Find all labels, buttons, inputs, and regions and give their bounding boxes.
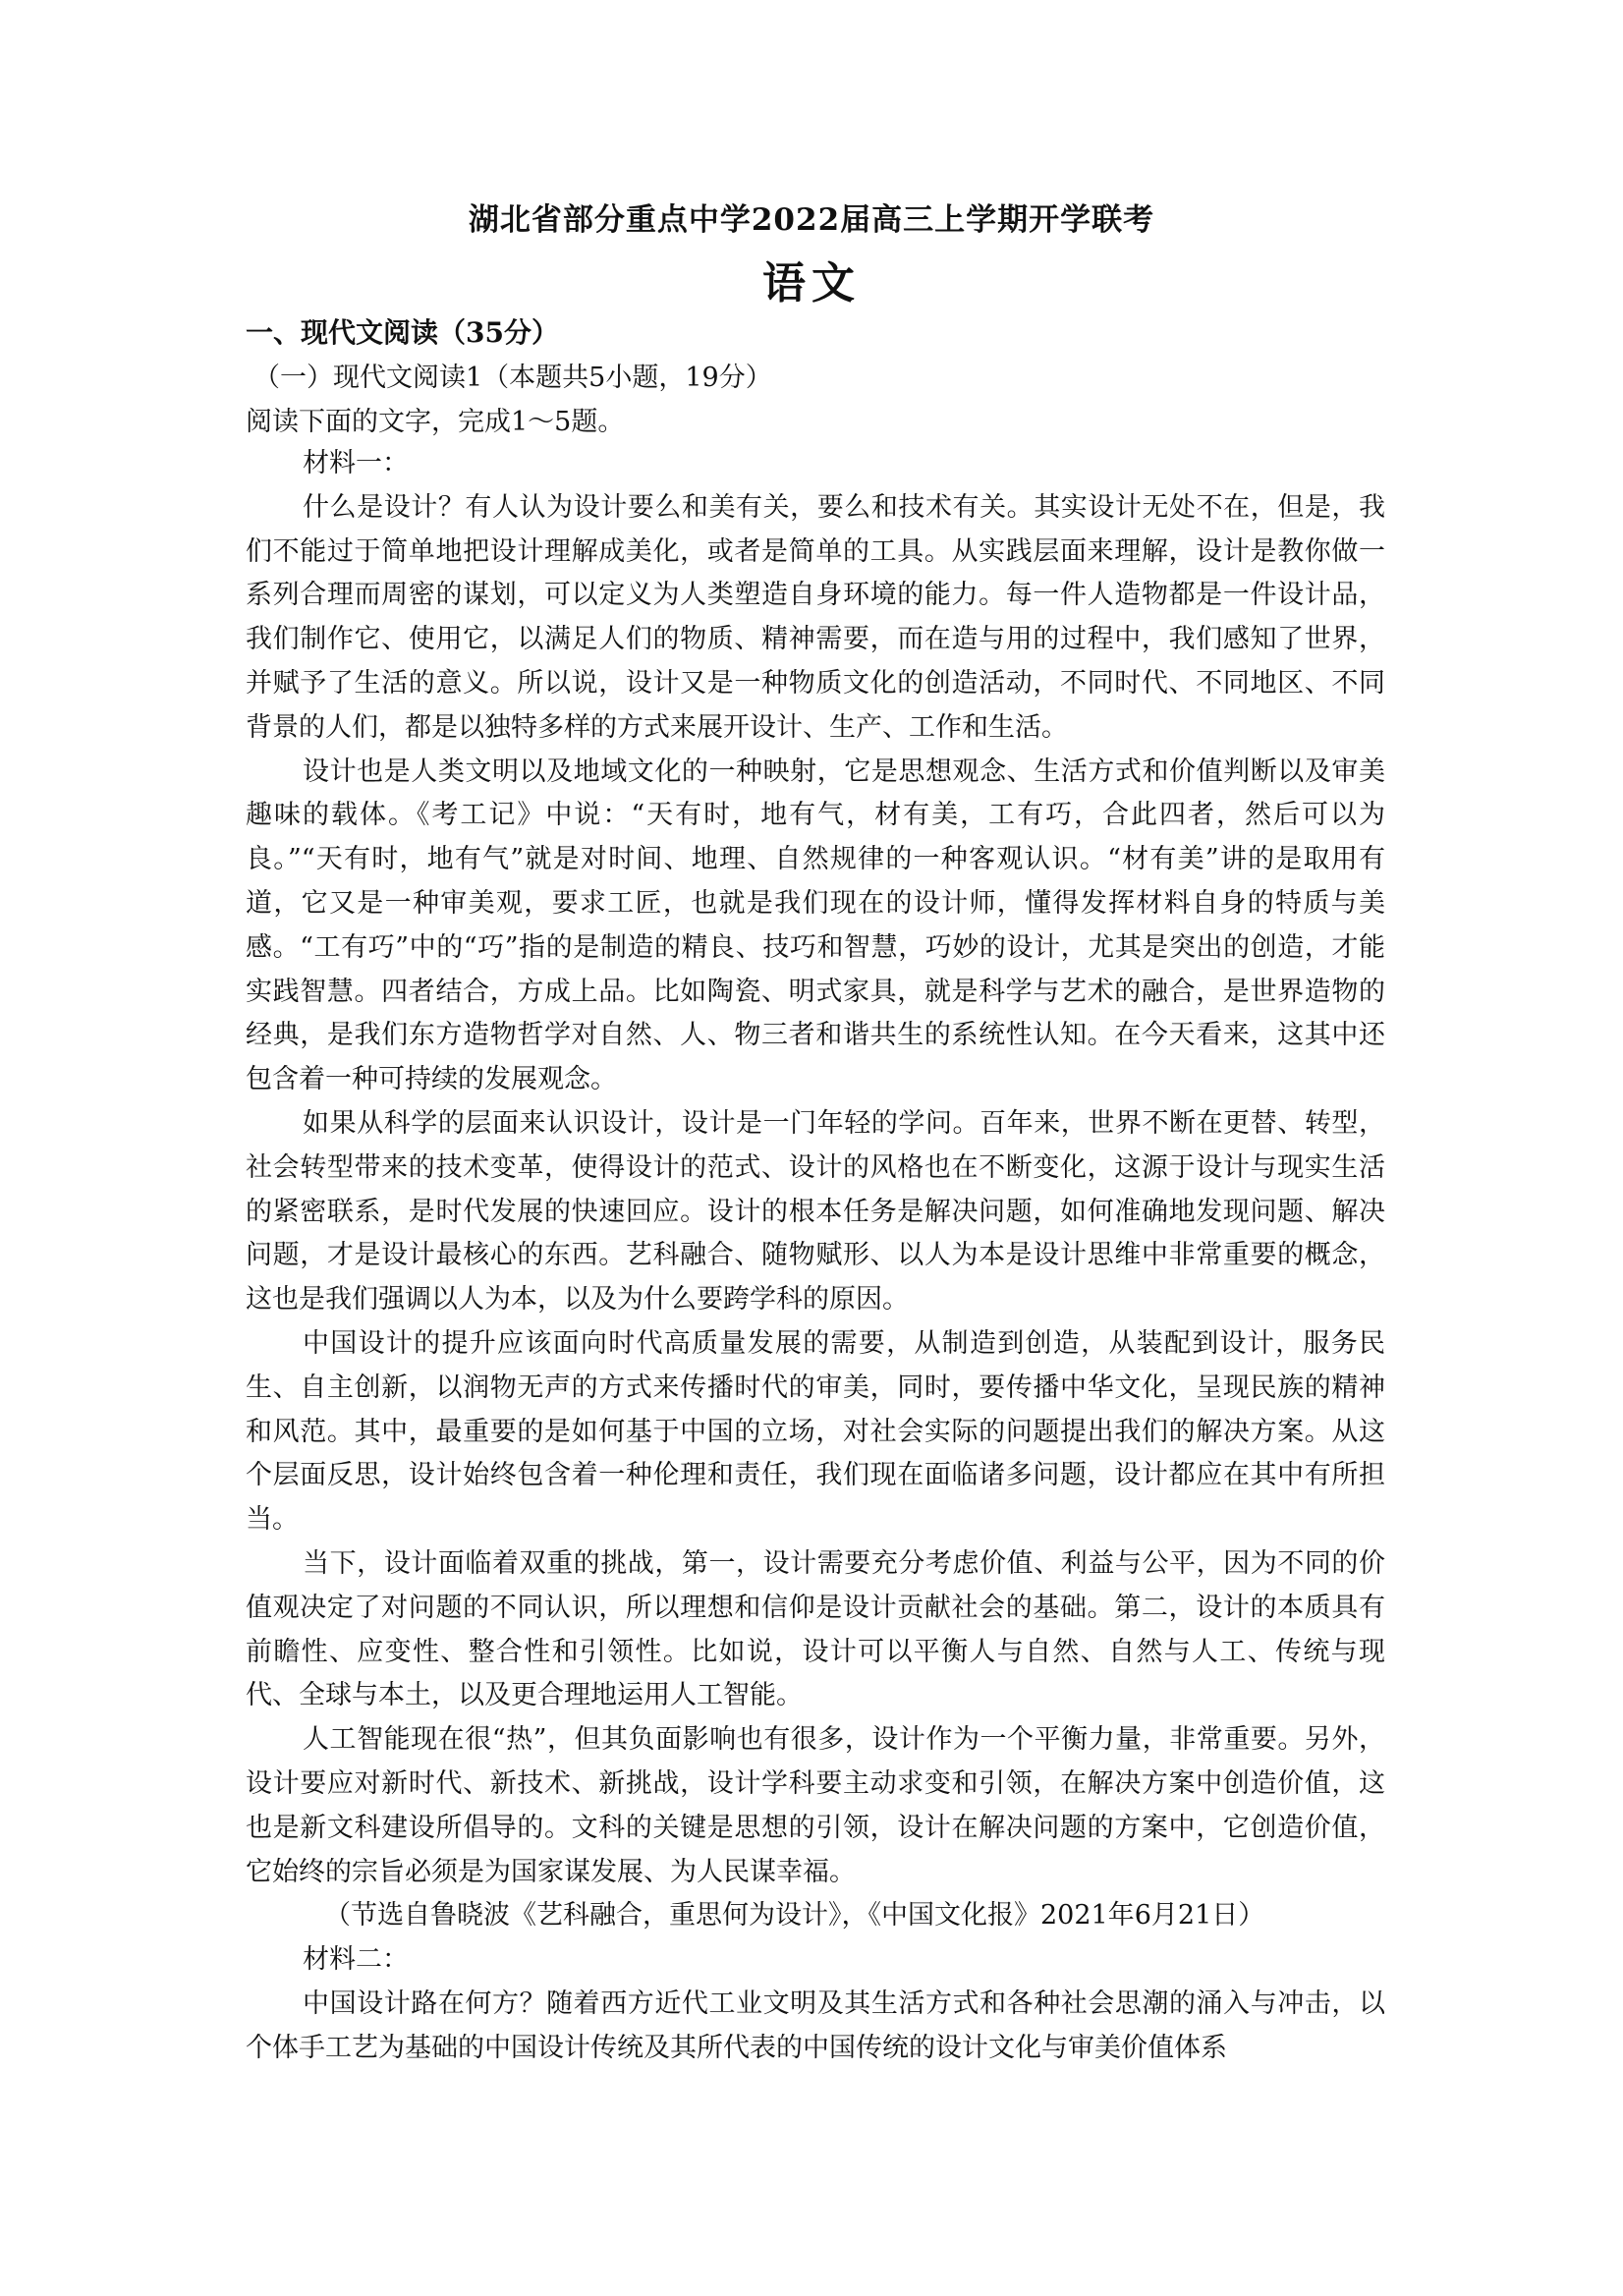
material-one-paragraph-4: 中国设计的提升应该面向时代高质量发展的需要，从制造到创造，从装配到设计，服务民生、自主创新，以润物无声的方式来传播时代的审美，同时，要传播中华文化，呈现民族的精神和风范。其中，最重要的是如何基于中国的立场，对社会实际的问题提出我们的解决方案。从这个层面反思，设计始终包含着一种伦理和责任，我们现在面临诸多问题，设计都应在其中有所担当。 bbox=[246, 1327, 1385, 1536]
material-one-source: （节选自鲁晓波《艺科融合，重思何为设计》，《中国文化报》2021年6月21日） bbox=[324, 1900, 1265, 1932]
material-two-paragraph-1: 中国设计路在何方？随着西方近代工业文明及其生活方式和各种社会思潮的涌入与冲击，以个体手工艺为基础的中国设计传统及其所代表的中国传统的设计文化与审美价值体系 bbox=[246, 1988, 1385, 2063]
material-one-paragraph-5: 当下，设计面临着双重的挑战，第一，设计需要充分考虑价值、利益与公平，因为不同的价值观决定了对问题的不同认识，所以理想和信仰是设计贡献社会的基础。第二，设计的本质具有前瞻性、应变性、整合性和引领性。比如说，设计可以平衡人与自然、自然与人工、传统与现代、全球与本土，以及更合理地运用人工智能。 bbox=[246, 1547, 1385, 1711]
reading-instruction: 阅读下面的文字，完成1～5题。 bbox=[246, 407, 625, 437]
section-subheading: （一）现代文阅读1（本题共5小题，19分） bbox=[253, 363, 772, 393]
material-two-label: 材料二： bbox=[303, 1944, 409, 1976]
subject-title: 语文 bbox=[762, 258, 861, 308]
material-one-paragraph-3: 如果从科学的层面来认识设计，设计是一门年轻的学问。百年来，世界不断在更替、转型，社会转型带来的技术变革，使得设计的范式、设计的风格也在不断变化，这源于设计与现实生活的紧密联系，是时代发展的快速回应。设计的根本任务是解决问题，如何准确地发现问题、解决问题，才是设计最核心的东西。艺科融合、随物赋形、以人为本是设计思维中非常重要的概念，这也是我们强调以人为本，以及为什么要跨学科的原因。 bbox=[246, 1107, 1385, 1316]
material-one-paragraph-2: 设计也是人类文明以及地域文化的一种映射，它是思想观念、生活方式和价值判断以及审美趣味的载体。《考工记》中说：“天有时，地有气，材有美，工有巧，合此四者，然后可以为良。”“天有时，地有气”就是对时间、地理、自然规律的一种客观认识。“材有美”讲的是取用有道，它又是一种审美观，要求工匠，也就是我们现在的设计师，懂得发挥材料自身的特质与美感。“工有巧”中的“巧”指的是制造的精良、技巧和智慧，巧妙的设计，尤其是突出的创造，才能实践智慧。四者结合，方成上品。比如陶瓷、明式家具，就是科学与艺术的融合，是世界造物的经典，是我们东方造物哲学对自然、人、物三者和谐共生的系统性认知。在今天看来，这其中还包含着一种可持续的发展观念。 bbox=[246, 756, 1385, 1095]
reading-passage bbox=[246, 442, 1385, 2070]
material-one-paragraph-6: 人工智能现在很“热”，但其负面影响也有很多，设计作为一个平衡力量，非常重要。另外，设计要应对新时代、新技术、新挑战，设计学科要主动求变和引领，在解决方案中创造价值，这也是新文科建设所倡导的。文科的关键是思想的引领，设计在解决问题的方案中，它创造价值，它始终的宗旨必须是为国家谋发展、为人民谋幸福。 bbox=[246, 1724, 1385, 1887]
section-heading: 一、现代文阅读（35分） bbox=[246, 316, 559, 349]
material-one-paragraph-1: 什么是设计？有人认为设计要么和美有关，要么和技术有关。其实设计无处不在，但是，我们不能过于简单地把设计理解成美化，或者是简单的工具。从实践层面来理解，设计是教你做一系列合理而周密的谋划，可以定义为人类塑造自身环境的能力。每一件人造物都是一件设计品，我们制作它、使用它，以满足人们的物质、精神需要，而在造与用的过程中，我们感知了世界，并赋予了生活的意义。所以说，设计又是一种物质文化的创造活动，不同时代、不同地区、不同背景的人们，都是以独特多样的方式来展开设计、生产、工作和生活。 bbox=[246, 491, 1385, 743]
exam-title: 湖北省部分重点中学2022届高三上学期开学联考 bbox=[468, 202, 1155, 238]
material-one-label: 材料一： bbox=[303, 448, 409, 478]
